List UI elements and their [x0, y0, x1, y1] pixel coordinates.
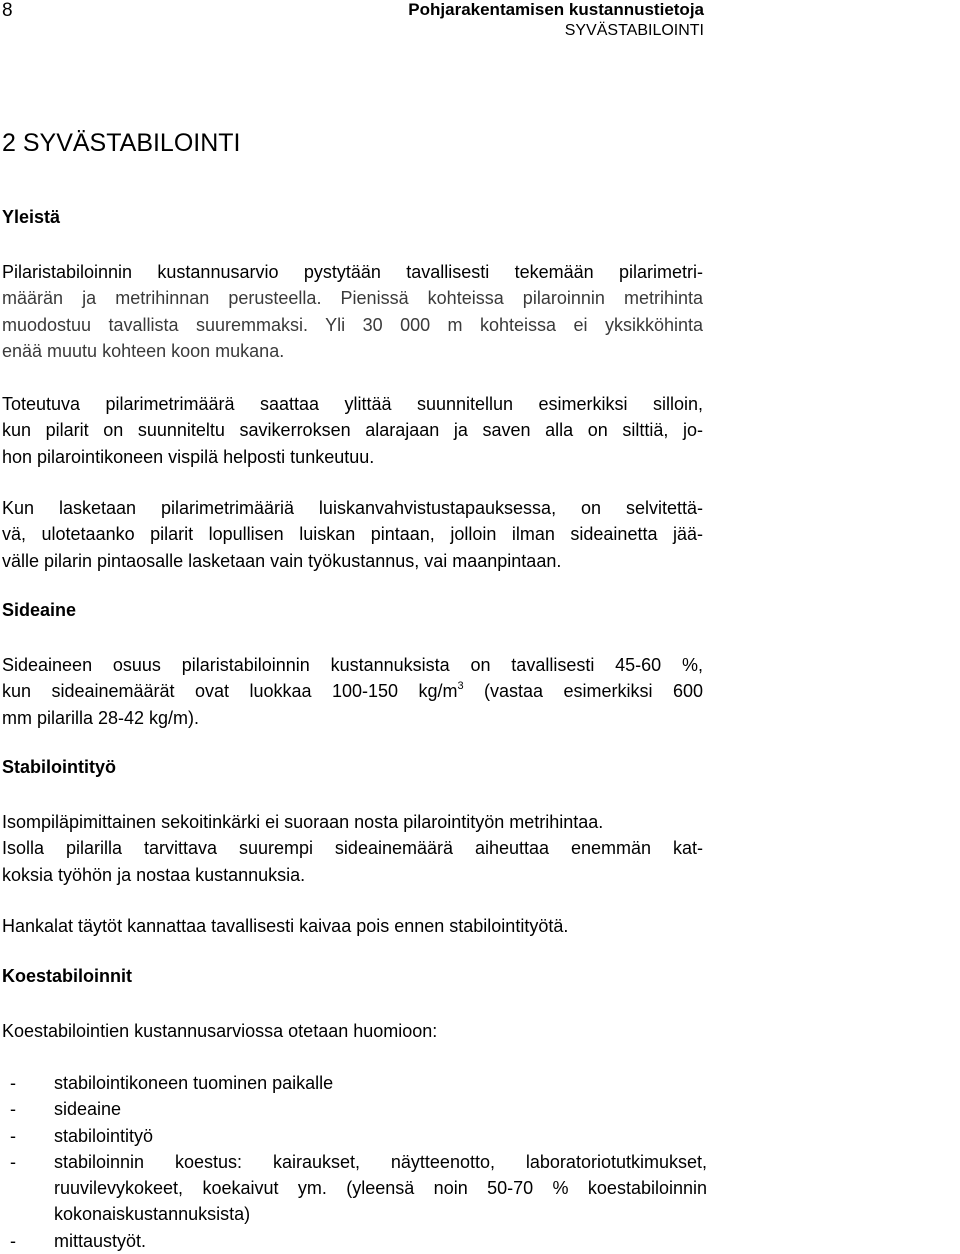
text-line: mm pilarilla 28-42 kg/m). — [2, 707, 200, 728]
paragraph-stabilointityo-1 — [2, 809, 703, 888]
text-line: Isolla pilarilla tarvittava suurempi sideainemäärä aiheuttaa enemmän kat- — [2, 838, 703, 859]
text-line: määrän ja metrihinnan perusteella. Pienissä kohteissa pilaroinnin metrihinta — [2, 288, 703, 309]
paragraph-yleista-1 — [2, 259, 703, 364]
dash-bullet: - — [10, 1073, 16, 1093]
running-header-title: Pohjarakentamisen kustannustietoja — [408, 0, 704, 19]
section-heading-yleista: Yleistä — [2, 207, 61, 227]
list-item-text: stabilointikoneen tuominen paikalle — [54, 1073, 334, 1093]
list-item — [2, 1096, 707, 1122]
list-item — [2, 1123, 707, 1149]
superscript: 3 — [457, 680, 464, 693]
section-heading-koestabiloinnit: Koestabiloinnit — [2, 966, 132, 986]
text-line: kun pilarit on suunniteltu savikerroksen alarajaan ja saven alla on silttiä, jo- — [2, 420, 703, 441]
text-line — [2, 678, 703, 704]
dash-bullet: - — [10, 1125, 16, 1146]
list-item-text: stabilointityö — [54, 1125, 154, 1146]
text-line: vä, ulotetaanko pilarit lopullisen luiskan pintaan, jolloin ilman sideainetta jää- — [2, 524, 703, 545]
text-fragment: (vastaa esimerkiksi 600 — [463, 681, 703, 702]
section-heading-sideaine: Sideaine — [2, 600, 77, 620]
list-item-text: stabiloinnin koestus: kairaukset, näytteenotto, laboratoriotutkimukset, ruuvilevykokeet, koekaivut ym. (yleensä noin 50-70 % koestabiloinnin kokonaiskustannuksista) — [54, 1151, 707, 1225]
text-line: Isompiläpimittainen sekoitinkärki ei suoraan nosta pilarointityön metrihintaa. — [2, 812, 604, 832]
page-number: 8 — [2, 0, 13, 21]
text-line: enää muutu kohteen koon mukana. — [2, 340, 285, 361]
text-fragment: kun sideainemäärät ovat luokkaa 100-150 kg/m — [2, 681, 458, 702]
list-item-text: mittaustyöt. — [54, 1230, 147, 1251]
dash-bullet: - — [10, 1151, 16, 1172]
text-line: hon pilarointikoneen vispilä helposti tunkeutuu. — [2, 446, 375, 467]
paragraph-yleista-2 — [2, 391, 703, 470]
paragraph-koestabiloinnit-intro — [2, 1018, 703, 1044]
paragraph-yleista-3 — [2, 495, 703, 574]
text-line: Sideaineen osuus pilaristabiloinnin kustannuksista on tavallisesti 45-60 %, — [2, 655, 703, 675]
list-item — [2, 1228, 707, 1254]
text-line: Koestabilointien kustannusarviossa otetaan huomioon: — [2, 1021, 438, 1041]
running-header-subtitle: SYVÄSTABILOINTI — [564, 22, 704, 39]
list-item — [2, 1070, 707, 1096]
list-item — [2, 1149, 707, 1228]
text-line: Toteutuva pilarimetrimäärä saattaa ylittää suunnitellun esimerkiksi silloin, — [2, 394, 703, 414]
text-line: Kun lasketaan pilarimetrimääriä luiskanvahvistustapauksessa, on selvitettä- — [2, 498, 703, 518]
dash-bullet: - — [10, 1099, 16, 1120]
text-line: koksia työhön ja nostaa kustannuksia. — [2, 864, 306, 885]
text-line: välle pilarin pintaosalle lasketaan vain työkustannus, vai maanpintaan. — [2, 550, 562, 571]
section-heading-stabilointityo: Stabilointityö — [2, 757, 116, 777]
paragraph-stabilointityo-2 — [2, 913, 703, 939]
text-line: Hankalat täytöt kannattaa tavallisesti kaivaa pois ennen stabilointityötä. — [2, 916, 569, 936]
paragraph-sideaine — [2, 652, 703, 731]
text-line: Pilaristabiloinnin kustannusarvio pystytään tavallisesti tekemään pilarimetri- — [2, 262, 703, 282]
chapter-title: 2 SYVÄSTABILOINTI — [2, 129, 241, 157]
text-line: muodostuu tavallista suuremmaksi. Yli 30 000 m kohteissa ei yksikköhinta — [2, 314, 703, 335]
cost-items-list — [2, 1070, 707, 1254]
dash-bullet: - — [10, 1230, 16, 1251]
list-item-text: sideaine — [54, 1099, 122, 1120]
